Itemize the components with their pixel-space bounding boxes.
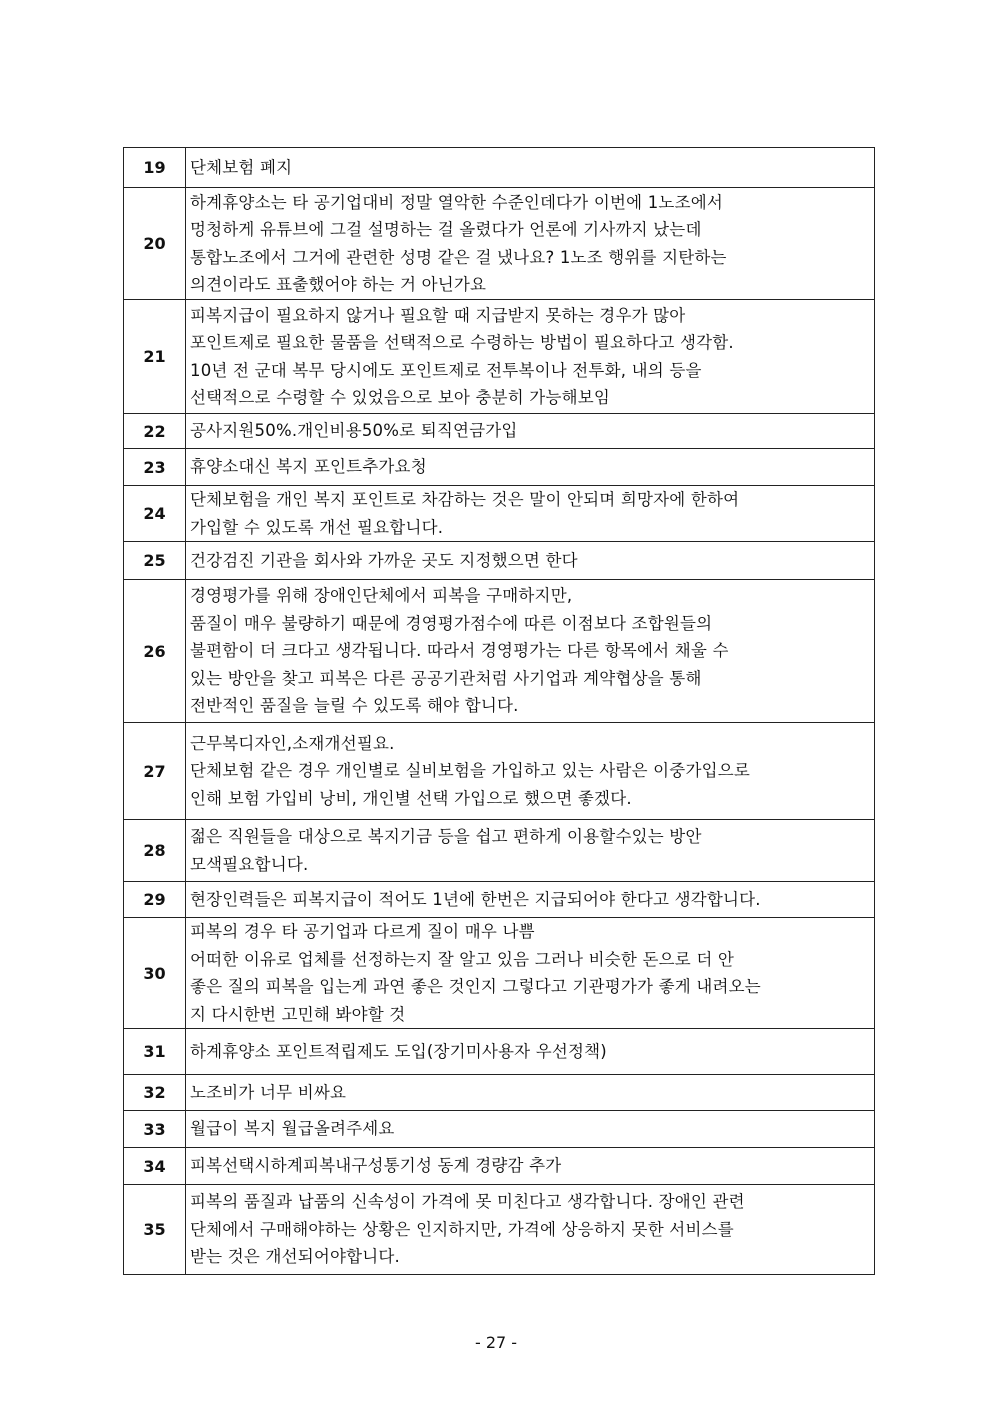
- response-line: 휴양소대신 복지 포인트추가요청: [190, 457, 427, 477]
- response-text: [186, 882, 875, 918]
- response-line: 단체에서 구매해야하는 상황은 인지하지만, 가격에 상응하지 못한 서비스를: [190, 1219, 734, 1239]
- table-row: [124, 542, 875, 580]
- response-line: 피복선택시하계피복내구성통기성 동계 경량감 추가: [190, 1156, 562, 1176]
- row-number: 21: [124, 300, 186, 414]
- row-number: 30: [124, 918, 186, 1029]
- response-line: 품질이 매우 불량하기 때문에 경영평가점수에 따른 이점보다 조합원들의: [190, 613, 713, 633]
- table-body: [124, 148, 875, 1275]
- row-number: 32: [124, 1075, 186, 1111]
- row-number: 29: [124, 882, 186, 918]
- response-line: 어떠한 이유로 업체를 선정하는지 잘 알고 있음 그러나 비슷한 돈으로 더 안: [190, 949, 735, 969]
- response-line: 건강검진 기관을 회사와 가까운 곳도 지정했으면 한다: [190, 550, 578, 570]
- response-line: 현장인력들은 피복지급이 적어도 1년에 한번은 지급되어야 한다고 생각합니다.: [190, 889, 761, 909]
- response-line: 있는 방안을 찾고 피복은 다른 공공기관처럼 사기업과 계약협상을 통해: [190, 668, 702, 688]
- table-row: [124, 300, 875, 414]
- table-row: [124, 1111, 875, 1148]
- table-row: [124, 580, 875, 723]
- row-number: 26: [124, 580, 186, 723]
- table-row: [124, 820, 875, 882]
- table-row: [124, 1185, 875, 1275]
- response-text: [186, 486, 875, 542]
- survey-response-table: [123, 147, 875, 1275]
- response-line: 지 다시한번 고민해 봐야할 것: [190, 1004, 406, 1024]
- row-number: 27: [124, 723, 186, 820]
- response-line: 좋은 질의 피복을 입는게 과연 좋은 것인지 그렇다고 기관평가가 좋게 내려오는: [190, 977, 761, 996]
- response-text: [186, 1075, 875, 1111]
- table-row: [124, 449, 875, 486]
- response-text: [186, 1029, 875, 1075]
- table-row: [124, 918, 875, 1029]
- response-line: 피복의 경우 타 공기업과 다르게 질이 매우 나쁨: [190, 922, 535, 941]
- row-number: 20: [124, 188, 186, 300]
- response-line: 포인트제로 필요한 물품을 선택적으로 수령하는 방법이 필요하다고 생각함.: [190, 333, 734, 352]
- response-line: 피복의 품질과 납품의 신속성이 가격에 못 미친다고 생각합니다. 장애인 관련: [190, 1192, 745, 1212]
- row-number: 24: [124, 486, 186, 542]
- response-line: 경영평가를 위해 장애인단체에서 피복을 구매하지만,: [190, 586, 573, 606]
- response-line: 단체보험 폐지: [190, 157, 293, 177]
- table-row: [124, 1148, 875, 1185]
- table-row: [124, 882, 875, 918]
- table-row: [124, 414, 875, 449]
- response-line: 불편함이 더 크다고 생각됩니다. 따라서 경영평가는 다른 항목에서 채울 수: [190, 641, 729, 661]
- row-number: 34: [124, 1148, 186, 1185]
- row-number: 33: [124, 1111, 186, 1148]
- row-number: 35: [124, 1185, 186, 1275]
- response-line: 공사지원50%.개인비용50%로 퇴직연금가입: [190, 421, 518, 441]
- response-text: [186, 580, 875, 723]
- row-number: 25: [124, 542, 186, 580]
- response-text: [186, 300, 875, 414]
- response-text: [186, 820, 875, 882]
- row-number: 22: [124, 414, 186, 449]
- response-line: 전반적인 품질을 늘릴 수 있도록 해야 합니다.: [190, 696, 519, 716]
- response-text: [186, 1111, 875, 1148]
- response-line: 단체보험을 개인 복지 포인트로 차감하는 것은 말이 안되며 희망자에 한하여: [190, 490, 740, 509]
- response-line: 의견이라도 표출했어야 하는 거 아닌가요: [190, 275, 487, 294]
- response-line: 가입할 수 있도록 개선 필요합니다.: [190, 517, 444, 537]
- response-line: 하계휴양소 포인트적립제도 도입(장기미사용자 우선정책): [190, 1041, 607, 1061]
- table-row: [124, 486, 875, 542]
- response-line: 하계휴양소는 타 공기업대비 정말 열악한 수준인데다가 이번에 1노조에서: [190, 192, 723, 212]
- response-text: [186, 449, 875, 486]
- response-line: 단체보험 같은 경우 개인별로 실비보험을 가입하고 있는 사람은 이중가입으로: [190, 761, 751, 781]
- row-number: 28: [124, 820, 186, 882]
- page-number: - 27 -: [474, 1333, 518, 1352]
- response-text: [186, 414, 875, 449]
- table-row: [124, 148, 875, 188]
- response-line: 받는 것은 개선되어야합니다.: [190, 1247, 401, 1267]
- table-row: [124, 188, 875, 300]
- table-row: [124, 723, 875, 820]
- response-text: [186, 1185, 875, 1275]
- response-line: 노조비가 너무 비싸요: [190, 1082, 347, 1102]
- response-line: 멍청하게 유튜브에 그걸 설명하는 걸 올렸다가 언론에 기사까지 났는데: [190, 220, 702, 239]
- row-number: 23: [124, 449, 186, 486]
- response-line: 피복지급이 필요하지 않거나 필요할 때 지급받지 못하는 경우가 많아: [190, 305, 686, 325]
- response-line: 젊은 직원들을 대상으로 복지기금 등을 쉽고 편하게 이용할수있는 방안: [190, 827, 702, 846]
- response-text: [186, 918, 875, 1029]
- response-line: 10년 전 군대 복무 당시에도 포인트제로 전투복이나 전투화, 내의 등을: [190, 360, 702, 380]
- response-text: [186, 1148, 875, 1185]
- table-row: [124, 1029, 875, 1075]
- row-number: 31: [124, 1029, 186, 1075]
- response-text: [186, 188, 875, 300]
- response-line: 선택적으로 수령할 수 있었음으로 보아 충분히 가능해보임: [190, 388, 611, 407]
- row-number: 19: [124, 148, 186, 188]
- response-text: [186, 723, 875, 820]
- response-text: [186, 148, 875, 188]
- response-line: 인해 보험 가입비 낭비, 개인별 선택 가입으로 했으면 좋겠다.: [190, 788, 632, 808]
- response-text: [186, 542, 875, 580]
- response-line: 근무복디자인,소재개선필요.: [190, 733, 395, 753]
- response-line: 월급이 복지 월급올려주세요: [190, 1119, 395, 1139]
- response-line: 통합노조에서 그거에 관련한 성명 같은 걸 냈나요? 1노조 행위를 지탄하는: [190, 247, 727, 267]
- response-line: 모색필요합니다.: [190, 854, 309, 874]
- table-row: [124, 1075, 875, 1111]
